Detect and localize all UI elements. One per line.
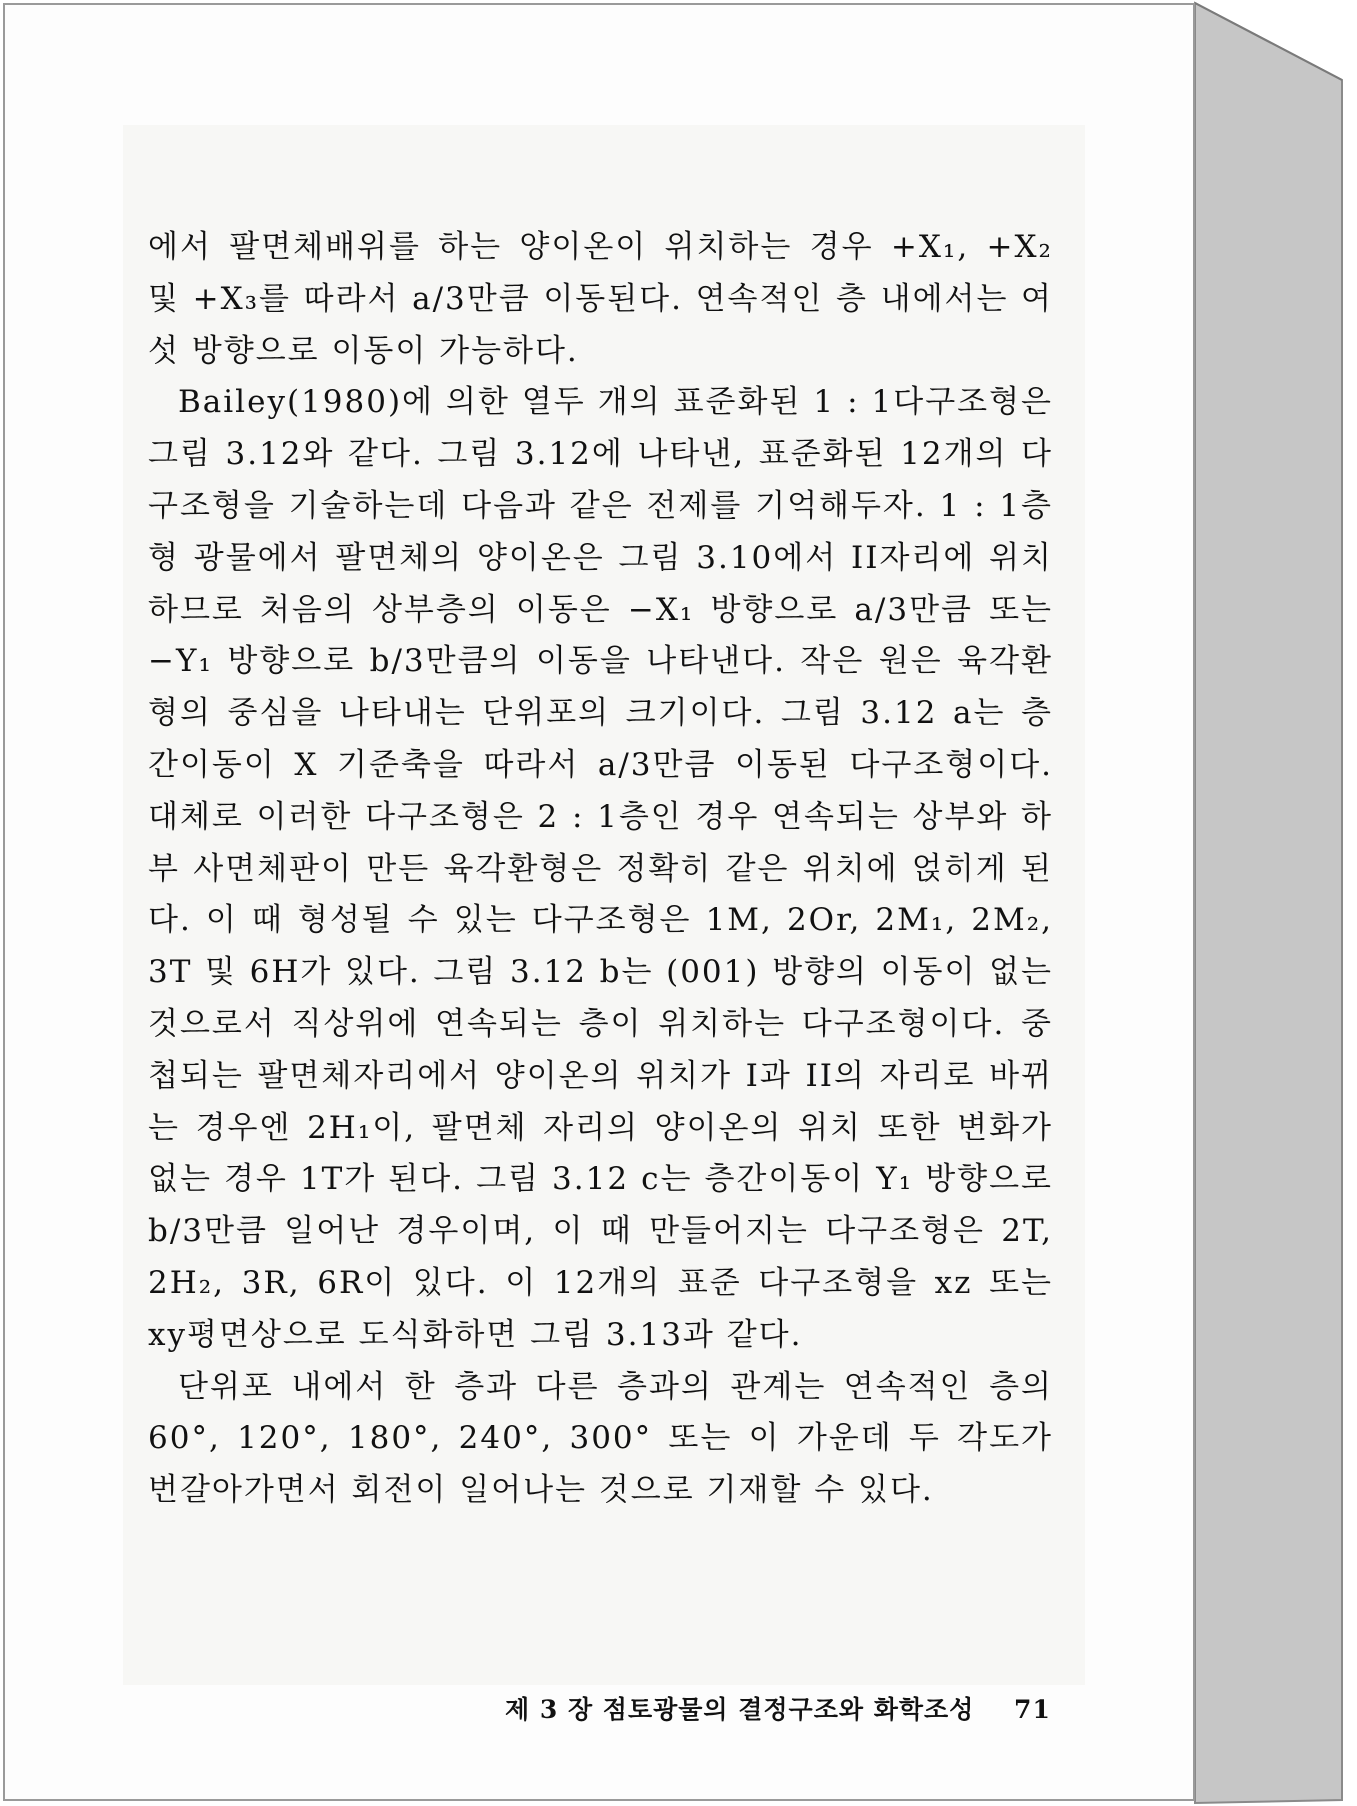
page-footer — [505, 1690, 1051, 1726]
paragraph-2: Bailey(1980)에 의한 열두 개의 표준화된 1 : 1다구조형은 그림 3.12와 같다. 그림 3.12에 나타낸, 표준화된 12개의 다구조형을 기술하는데 다음과 같은 전제를 기억해두자. 1 : 1층형 광물에서 팔면체의 양이온은 그림 3.10에서 II자리에 위치하므로 처음의 상부층의 이동은 −X₁ 방향으로 a/3만큼 또는 −Y₁ 방향으로 b/3만큼의 이동을 나타낸다. 작은 원은 육각환형의 중심을 나타내는 단위포의 크기이다. 그림 3.12 a는 층간이동이 X 기준축을 따라서 a/3만큼 이동된 다구조형이다. 대체로 이러한 다구조형은 2 : 1층인 경우 연속되는 상부와 하부 사면체판이 만든 육각환형은 정확히 같은 위치에 얹히게 된다. 이 때 형성될 수 있는 다구조형은 1M, 2Or, 2M₁, 2M₂, 3T 및 6H가 있다. 그림 3.12 b는 (001) 방향의 이동이 없는 것으로서 직상위에 연속되는 층이 위치하는 다구조형이다. 중첩되는 팔면체자리에서 양이온의 위치가 I과 II의 자리로 바뀌는 경우엔 2H₁이, 팔면체 자리의 양이온의 위치 또한 변화가 없는 경우 1T가 된다. 그림 3.12 c는 층간이동이 Y₁ 방향으로 b/3만큼 일어난 경우이며, 이 때 만들어지는 다구조형은 2T, 2H₂, 3R, 6R이 있다. 이 12개의 표준 다구조형을 xz 또는 xy평면상으로 도식화하면 그림 3.13과 같다. — [148, 384, 1053, 1353]
page-number: 71 — [1014, 1695, 1051, 1724]
body-text — [148, 222, 1053, 1517]
paragraph-3: 단위포 내에서 한 층과 다른 층과의 관계는 연속적인 층의 60°, 120°, 180°, 240°, 300° 또는 이 가운데 두 각도가 번갈아가면서 회전이 일어나는 것으로 기재할 수 있다. — [148, 1368, 1053, 1509]
running-head: 제 3 장 점토광물의 결정구조와 화학조성 — [505, 1695, 975, 1724]
paragraph-1: 에서 팔면체배위를 하는 양이온이 위치하는 경우 +X₁, +X₂ 및 +X₃를 따라서 a/3만큼 이동된다. 연속적인 층 내에서는 여섯 방향으로 이동이 가능하다. — [148, 229, 1053, 369]
